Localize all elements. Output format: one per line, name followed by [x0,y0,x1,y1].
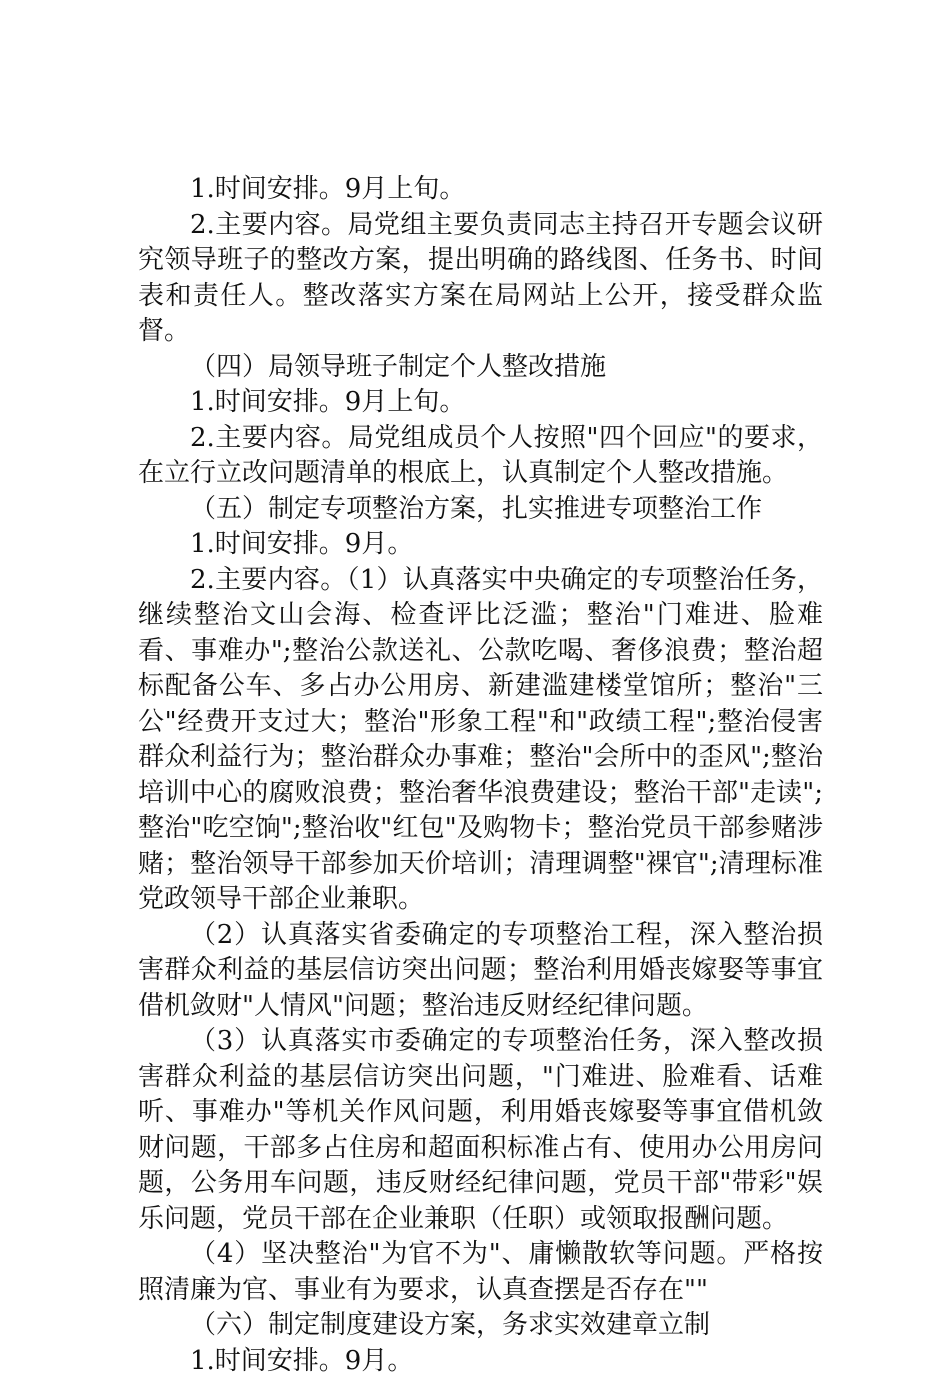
paragraph-schedule-4: 1.时间安排。9月。 [138,1344,823,1379]
paragraph-item-3: （3）认真落实市委确定的专项整治任务，深入整改损害群众利益的基层信访突出问题，"门难进、脸难看、话难听、事难办"等机关作风问题，利用婚丧嫁娶等事宜借机敛财问题，干部多占住房和超面积标准占有、使用办公用房问题，公务用车问题，违反财经纪律问题，党员干部"带彩"娱乐问题，党员干部在企业兼职（任职）或领取报酬问题。 [138,1024,823,1237]
section-heading-4: （四）局领导班子制定个人整改措施 [138,350,823,386]
paragraph-item-2: （2）认真落实省委确定的专项整治工程，深入整治损害群众利益的基层信访突出问题；整治利用婚丧嫁娶等事宜借机敛财"人情风"问题；整治违反财经纪律问题。 [138,918,823,1025]
paragraph-content-3: 2.主要内容。（1）认真落实中央确定的专项整治任务，继续整治文山会海、检查评比泛滥；整治"门难进、脸难看、事难办";整治公款送礼、公款吃喝、奢侈浪费；整治超标配备公车、多占办公用房、新建滥建楼堂馆所；整治"三公"经费开支过大；整治"形象工程"和"政绩工程";整治侵害群众利益行为；整治群众办事难；整治"会所中的歪风";整治培训中心的腐败浪费；整治奢华浪费建设；整治干部"走读";整治"吃空饷";整治收"红包"及购物卡；整治党员干部参赌涉赌；整治领导干部参加天价培训；清理调整"裸官";清理标准党政领导干部企业兼职。 [138,563,823,918]
paragraph-content-2: 2.主要内容。局党组成员个人按照"四个回应"的要求，在立行立改问题清单的根底上，认真制定个人整改措施。 [138,421,823,492]
section-heading-6: （六）制定制度建设方案，务求实效建章立制 [138,1308,823,1344]
document-body [138,172,823,1379]
section-heading-5: （五）制定专项整治方案，扎实推进专项整治工作 [138,492,823,528]
paragraph-schedule-3: 1.时间安排。9月。 [138,527,823,563]
paragraph-schedule-1: 1.时间安排。9月上旬。 [138,172,823,208]
paragraph-content-1: 2.主要内容。局党组主要负责同志主持召开专题会议研究领导班子的整改方案，提出明确的路线图、任务书、时间表和责任人。整改落实方案在局网站上公开，接受群众监督。 [138,208,823,350]
paragraph-item-4: （4）坚决整治"为官不为"、庸懒散软等问题。严格按照清廉为官、事业有为要求，认真查摆是否存在"" [138,1237,823,1308]
paragraph-schedule-2: 1.时间安排。9月上旬。 [138,385,823,421]
